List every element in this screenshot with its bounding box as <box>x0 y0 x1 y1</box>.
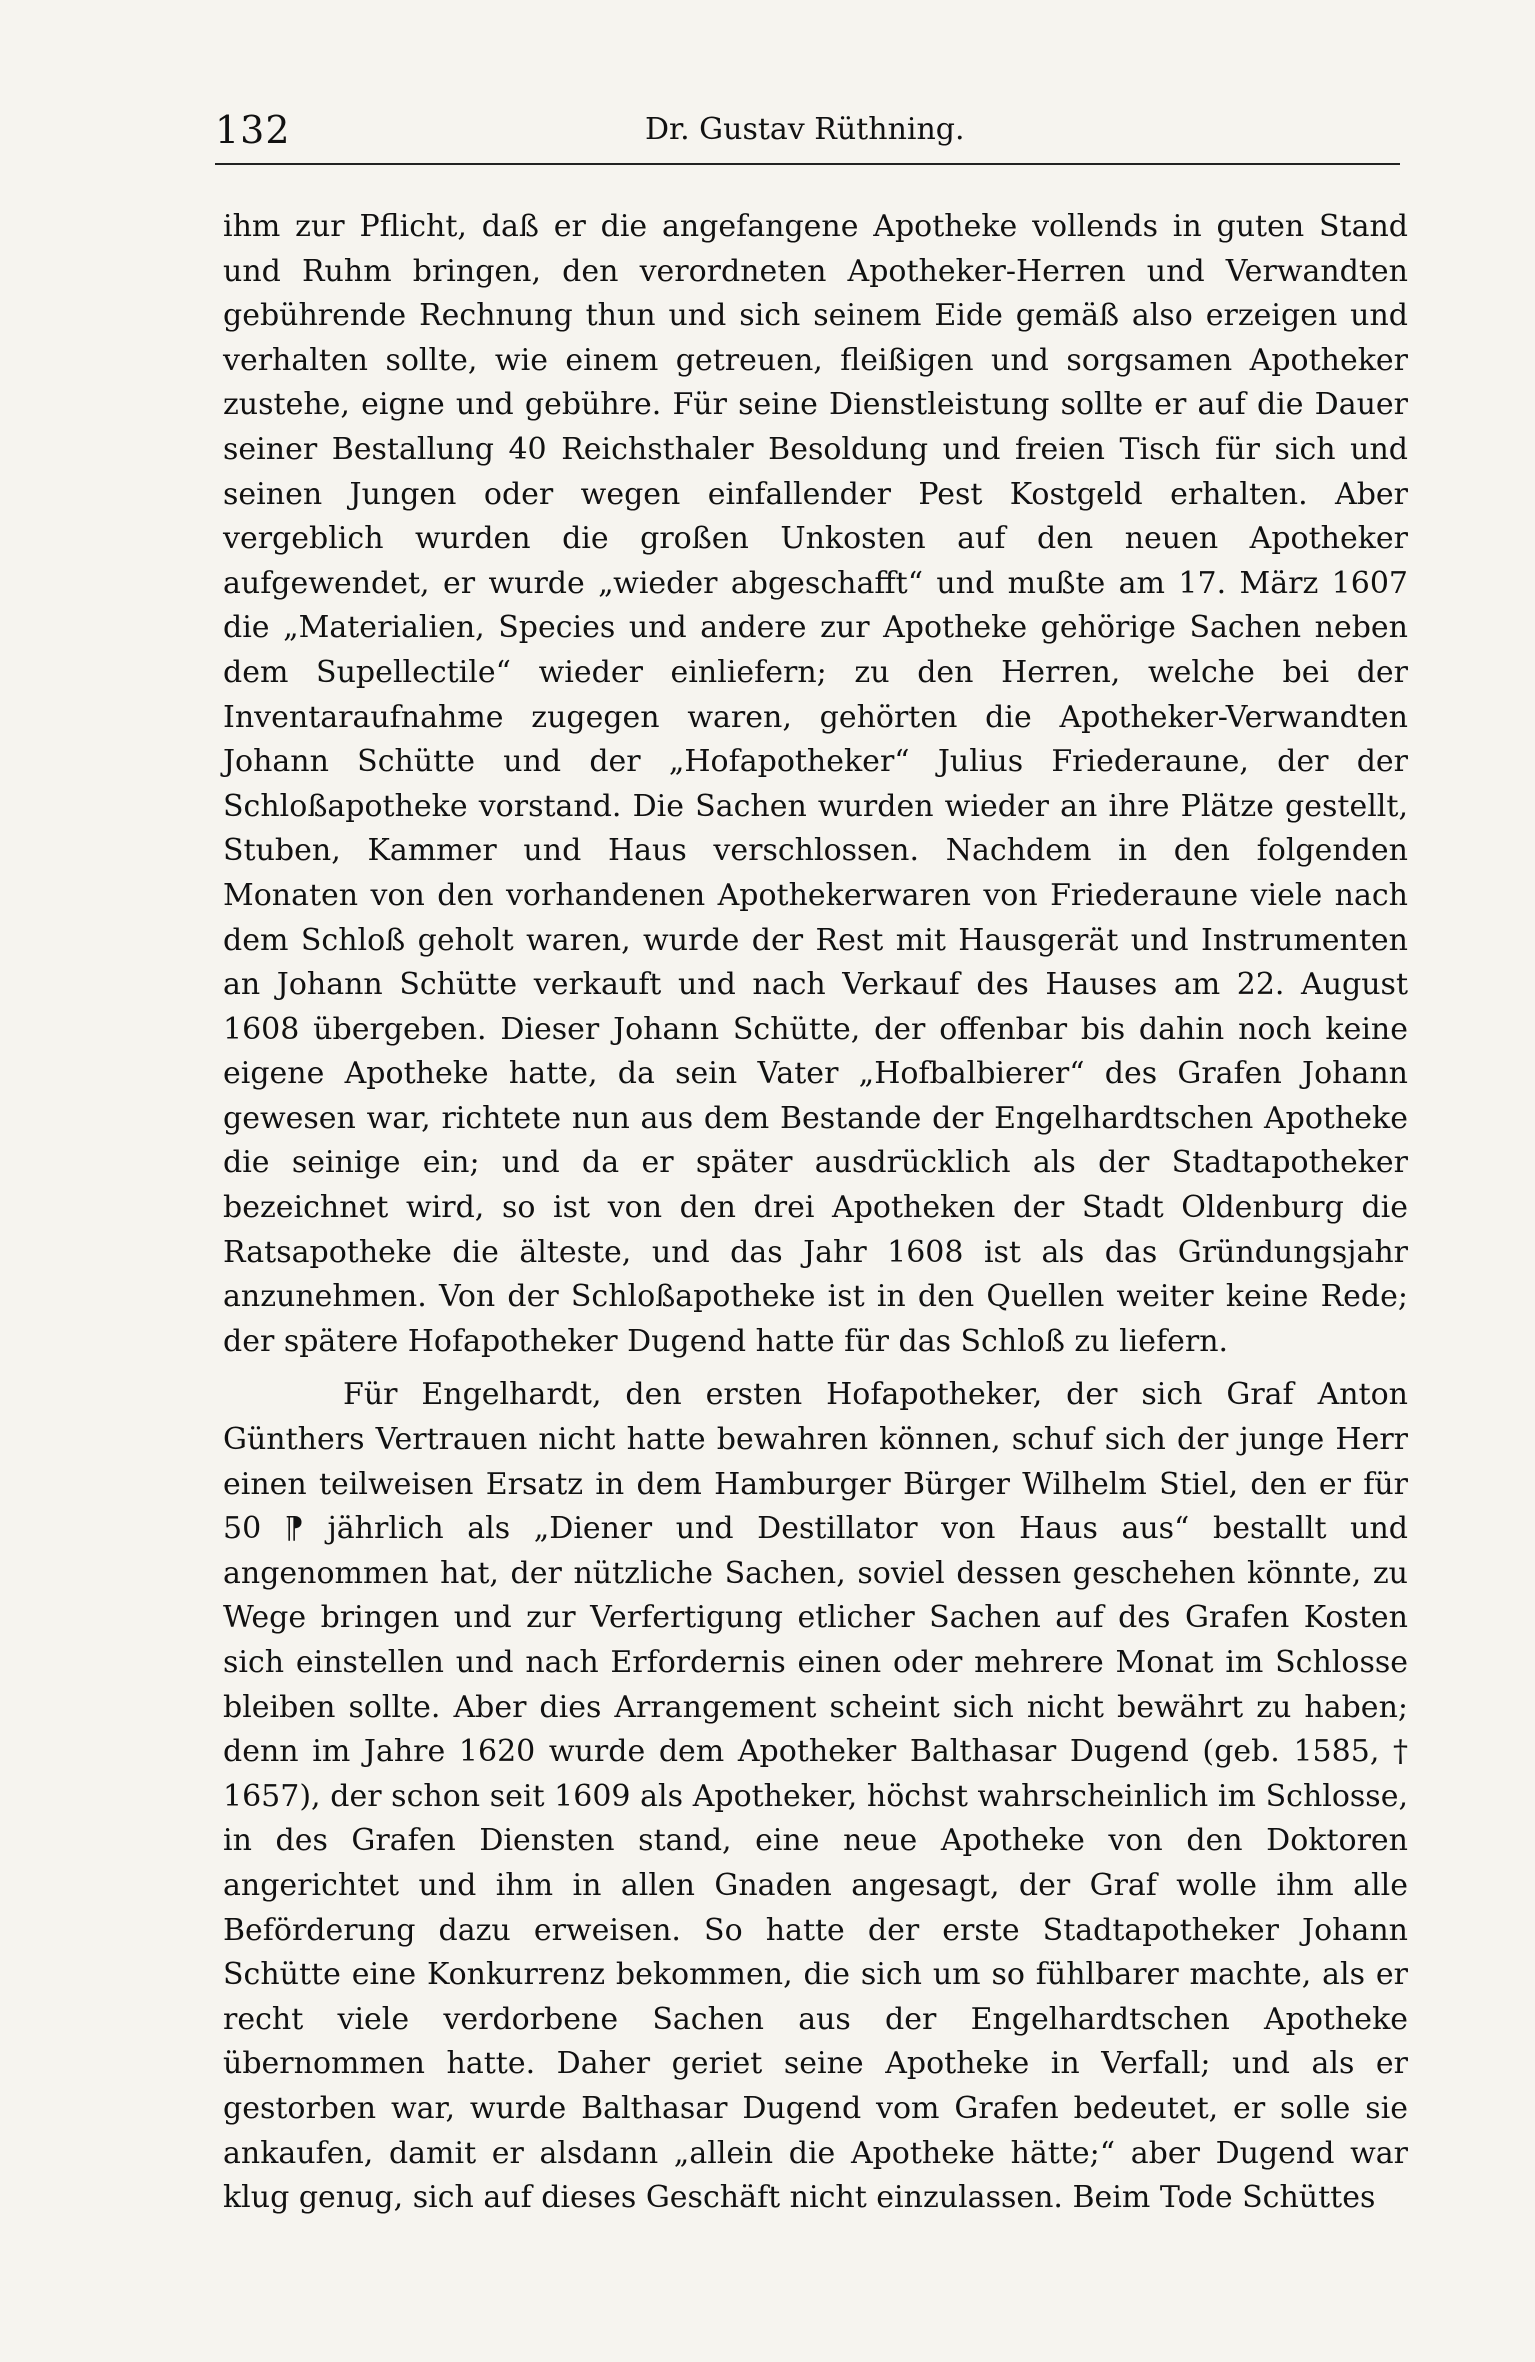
paragraph: ihm zur Pflicht, daß er die angefangene Apotheke vollends in guten Stand und Ruhm bringen, den verordneten Apotheker-Herren und Verwandten gebührende Rechnung thun und sich seinem Eide gemäß also erzeigen und verhalten sollte, wie einem getreuen, fleißigen und sorgsamen Apotheker zustehe, eigne und gebühre. Für seine Dienstleistung sollte er auf die Dauer seiner Bestallung 40 Reichsthaler Besoldung und freien Tisch für sich und seinen Jungen oder wegen einfallender Pest Kostgeld erhalten. Aber vergeblich wurden die großen Unkosten auf den neuen Apotheker aufgewendet, er wurde „wieder abgeschafft“ und mußte am 17. März 1607 die „Materialien, Species und andere zur Apotheke gehörige Sachen neben dem Supellectile“ wieder einliefern; zu den Herren, welche bei der Inventaraufnahme zugegen waren, gehörten die Apotheker-Verwandten Johann Schütte und der „Hofapotheker“ Julius Friederaune, der der Schloßapotheke vorstand. Die Sachen wurden wieder an ihre Plätze gestellt, Stuben, Kammer und Haus verschlossen. Nachdem in den folgenden Monaten von den vorhandenen Apothekerwaren von Friederaune viele nach dem Schloß geholt waren, wurde der Rest mit Hausgerät und Instrumenten an Johann Schütte verkauft und nach Verkauf des Hauses am 22. August 1608 übergeben. Dieser Johann Schütte, der offenbar bis dahin noch keine eigene Apotheke hatte, da sein Vater „Hofbalbierer“ des Grafen Johann gewesen war, richtete nun aus dem Bestande der Engelhardtschen Apotheke die seinige ein; und da er später ausdrücklich als der Stadtapotheker bezeichnet wird, so ist von den drei Apotheken der Stadt Oldenburg die Ratsapotheke die älteste, und das Jahr 1608 ist als das Gründungsjahr anzunehmen. Von der Schloßapotheke ist in den Quellen weiter keine Rede; der spätere Hofapotheker Dugend hatte für das Schloß zu liefern. <box>223 209 1408 1359</box>
header-rule <box>215 163 1400 165</box>
paragraph: Für Engelhardt, den ersten Hofapotheker, der sich Graf Anton Günthers Vertrauen nicht hatte bewahren können, schuf sich der junge Herr einen teilweisen Ersatz in dem Hamburger Bürger Wilhelm Stiel, den er für 50 ⁋ jährlich als „Diener und Destillator von Haus aus“ bestallt und angenommen hat, der nützliche Sachen, soviel dessen geschehen könnte, zu Wege bringen und zur Verfertigung etlicher Sachen auf des Grafen Kosten sich einstellen und nach Erfordernis einen oder mehrere Monat im Schlosse bleiben sollte. Aber dies Arrangement scheint sich nicht bewährt zu haben; denn im Jahre 1620 wurde dem Apotheker Balthasar Dugend (geb. 1585, † 1657), der schon seit 1609 als Apotheker, höchst wahrscheinlich im Schlosse, in des Grafen Diensten stand, eine neue Apotheke von den Doktoren angerichtet und ihm in allen Gnaden angesagt, der Graf wolle ihm alle Beförderung dazu erweisen. So hatte der erste Stadtapotheker Johann Schütte eine Konkurrenz bekommen, die sich um so fühlbarer machte, als er recht viele verdorbene Sachen aus der Engelhardtschen Apotheke übernommen hatte. Daher geriet seine Apotheke in Verfall; und als er gestorben war, wurde Balthasar Dugend vom Grafen bedeutet, er solle sie ankaufen, damit er alsdann „allein die Apotheke hätte;“ aber Dugend war klug genug, sich auf dieses Geschäft nicht einzulassen. Beim Tode Schüttes <box>223 1377 1408 2216</box>
page-header <box>215 108 1400 160</box>
page-number: 132 <box>215 108 291 152</box>
running-head: Dr. Gustav Rüthning. <box>645 112 965 147</box>
body-text <box>223 205 1408 2221</box>
